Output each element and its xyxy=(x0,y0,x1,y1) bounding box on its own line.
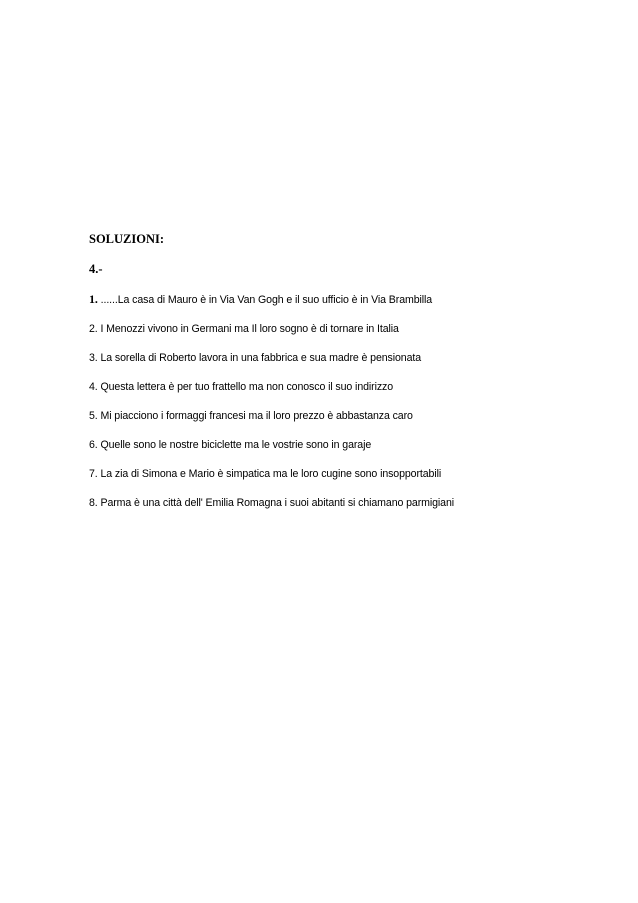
solution-item-1 xyxy=(89,291,609,308)
solution-item-4: 4. Questa lettera è per tuo frattello ma non conosco il suo indirizzo xyxy=(89,381,394,393)
solution-item-number: 1. xyxy=(89,292,98,306)
solution-item-5: 5. Mi piacciono i formaggi francesi ma il loro prezzo è abbastanza caro xyxy=(89,410,413,422)
solution-item-text: ......La casa di Mauro è in Via Van Gogh e il suo ufficio è in Via Brambilla xyxy=(97,294,433,306)
document-content xyxy=(89,231,609,524)
section-number: 4.- xyxy=(89,262,103,276)
document-title: SOLUZIONI: xyxy=(89,232,165,246)
solution-item-6: 6. Quelle sono le nostre biciclette ma le vostrie sono in garaje xyxy=(89,439,372,451)
solution-item-7: 7. La zia di Simona e Mario è simpatica ma le loro cugine sono insopportabili xyxy=(89,468,442,480)
solution-item-2: 2. I Menozzi vivono in Germani ma Il loro sogno è di tornare in Italia xyxy=(89,323,399,335)
solution-item-3: 3. La sorella di Roberto lavora in una fabbrica e sua madre è pensionata xyxy=(89,352,422,364)
solution-item-8: 8. Parma è una città dell' Emilia Romagna i suoi abitanti si chiamano parmigiani xyxy=(89,497,454,509)
